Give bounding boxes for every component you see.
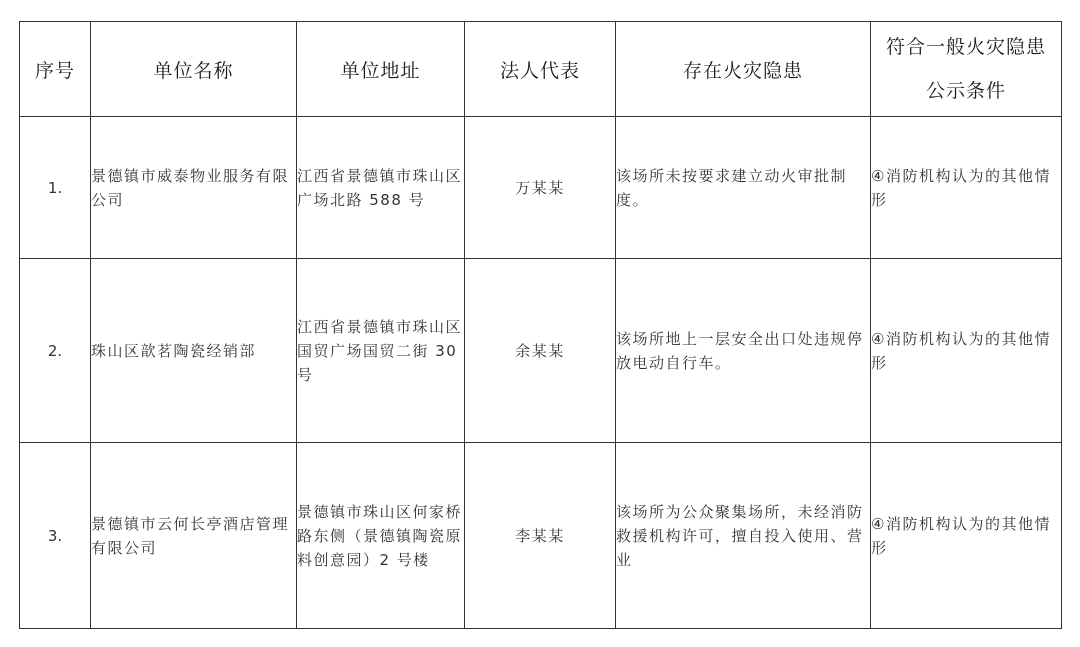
cell-unit-name: 景德镇市威泰物业服务有限公司 <box>91 117 297 259</box>
header-unit-address: 单位地址 <box>297 22 465 117</box>
header-condition-line-2: 公示条件 <box>925 80 1006 102</box>
header-unit-name: 单位名称 <box>91 22 297 117</box>
table-row <box>20 259 1062 443</box>
header-publication-condition <box>871 22 1062 117</box>
header-legal-rep: 法人代表 <box>465 22 616 117</box>
fire-hazard-table <box>19 21 1062 629</box>
cell-unit-name: 景德镇市云何长亭酒店管理有限公司 <box>91 443 297 629</box>
cell-unit-name: 珠山区歆茗陶瓷经销部 <box>91 259 297 443</box>
table-header-row <box>20 22 1062 117</box>
cell-unit-address: 景德镇市珠山区何家桥路东侧（景德镇陶瓷原料创意园）2 号楼 <box>297 443 465 629</box>
cell-fire-hazard: 该场所未按要求建立动火审批制度。 <box>616 117 871 259</box>
cell-seq: 1. <box>20 117 91 259</box>
cell-publication-condition: ④消防机构认为的其他情形 <box>871 259 1062 443</box>
cell-seq: 2. <box>20 259 91 443</box>
header-seq: 序号 <box>20 22 91 117</box>
table-row <box>20 117 1062 259</box>
cell-publication-condition: ④消防机构认为的其他情形 <box>871 443 1062 629</box>
header-condition-line-1: 符合一般火灾隐患 <box>885 36 1046 58</box>
cell-legal-rep: 余某某 <box>465 259 616 443</box>
cell-fire-hazard: 该场所地上一层安全出口处违规停放电动自行车。 <box>616 259 871 443</box>
document-page <box>19 21 1061 628</box>
table-row <box>20 443 1062 629</box>
cell-fire-hazard: 该场所为公众聚集场所，未经消防救援机构许可，擅自投入使用、营业 <box>616 443 871 629</box>
cell-publication-condition: ④消防机构认为的其他情形 <box>871 117 1062 259</box>
cell-legal-rep: 李某某 <box>465 443 616 629</box>
cell-legal-rep: 万某某 <box>465 117 616 259</box>
cell-seq: 3. <box>20 443 91 629</box>
cell-unit-address: 江西省景德镇市珠山区国贸广场国贸二街 30 号 <box>297 259 465 443</box>
cell-unit-address: 江西省景德镇市珠山区广场北路 588 号 <box>297 117 465 259</box>
header-fire-hazard: 存在火灾隐患 <box>616 22 871 117</box>
